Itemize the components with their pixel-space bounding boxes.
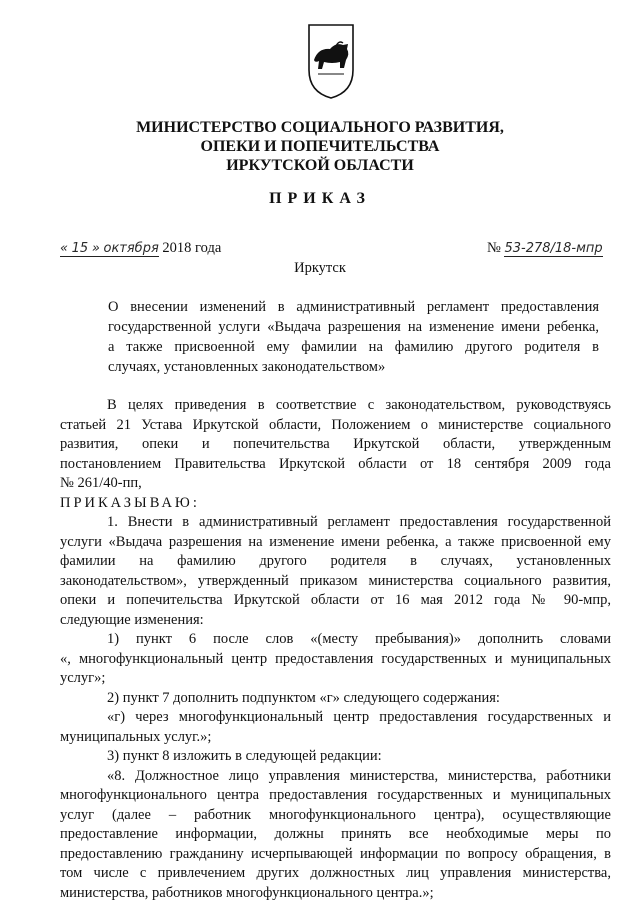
item1-line: фамилии на фамилию другого родителя в случаях, установленных: [60, 553, 611, 569]
sub3-quote-line: многофункционального центра предоставления государственных и муниципальных: [60, 787, 611, 803]
ministry-line: ОПЕКИ И ПОПЕЧИТЕЛЬСТВА: [200, 138, 440, 155]
preamble-line: статьей 21 Устава Иркутской области, Положением о министерстве социального: [60, 416, 611, 433]
subject-line: а также присвоенной ему фамилии на фамилию другого родителя в: [108, 339, 599, 355]
preamble-line: В целях приведения в соответствие с законодательством, руководствуясь: [107, 397, 611, 413]
ministry-line: МИНИСТЕРСТВО СОЦИАЛЬНОГО РАЗВИТИЯ,: [136, 119, 504, 136]
date-open-quote: «: [60, 241, 69, 256]
sub3-quote-line: министерства, работников многофункционального центра.»;: [60, 884, 434, 901]
sub3-quote-line: том числе с привлечением других должностных лиц управления министерства,: [60, 865, 611, 881]
sub2-line: 2) пункт 7 дополнить подпунктом «г» следующего содержания:: [107, 689, 500, 706]
order-date: [60, 240, 221, 257]
date-day: 15: [71, 241, 89, 256]
number-value: 53-278/18-мпр: [504, 241, 603, 256]
ministry-name: [110, 118, 530, 175]
sub2-quote-line: «г) через многофункциональный центр предоставления государственных и: [107, 709, 611, 725]
subject-line: случаях, установленных законодательством»: [108, 359, 386, 375]
coat-of-arms-icon: [306, 22, 356, 100]
sub2-quote-line: муниципальных услуг.»;: [60, 728, 212, 745]
date-year: 2018 года: [162, 240, 222, 256]
preamble-line: постановлением Правительства Иркутской области от 18 сентября 2009 года: [60, 455, 611, 472]
item1-line: 1. Внести в административный регламент предоставления государственной: [107, 514, 611, 530]
order-word: ПРИКАЗЫВАЮ:: [60, 494, 200, 511]
sub3-quote-line: предоставление информации, должны принять все необходимые меры по: [60, 826, 611, 842]
sub1-line: услуг»;: [60, 670, 106, 686]
city-name: Иркутск: [294, 260, 346, 276]
number-prefix: №: [487, 240, 501, 256]
sub3-quote-line: услуг (далее – работник многофункционального центра), осуществляющие: [60, 806, 611, 823]
ministry-line: ИРКУТСКОЙ ОБЛАСТИ: [226, 157, 414, 174]
sub1-line: «, многофункциональный центр предоставления государственных и муниципальных: [60, 650, 611, 667]
preamble-line: № 261/40-пп,: [60, 475, 142, 491]
sub3-line: 3) пункт 8 изложить в следующей редакции:: [107, 748, 382, 764]
order-body: [60, 396, 611, 903]
document-title: ПРИКАЗ: [269, 190, 371, 207]
subject-line: О внесении изменений в административный регламент предоставления: [108, 299, 599, 315]
subject-line: государственной услуги «Выдача разрешения на изменение имени ребенка,: [108, 319, 599, 335]
order-subject: [108, 297, 599, 377]
order-number: [487, 240, 603, 257]
sub1-line: 1) пункт 6 после слов «(месту пребывания)» дополнить словами: [107, 631, 611, 647]
sub3-quote-line: «8. Должностное лицо управления министерства, министерства, работники: [107, 767, 611, 784]
item1-line: следующие изменения:: [60, 611, 204, 628]
sub3-quote-line: предоставлению гражданину исчерпывающей информации по вопросу обращения, в: [60, 845, 611, 862]
item1-line: законодательством», утвержденный приказом министерства социального развития,: [60, 572, 611, 589]
preamble-line: развития, опеки и попечительства Иркутской области, утвержденным: [60, 436, 611, 452]
date-month: октября: [103, 241, 159, 256]
item1-line: опеки и попечительства Иркутской области от 16 мая 2012 года № 90-мпр,: [60, 592, 611, 608]
item1-line: услуги «Выдача разрешения на изменение имени ребенка, а также присвоенной ему: [60, 533, 611, 550]
date-close-quote: »: [91, 241, 100, 256]
